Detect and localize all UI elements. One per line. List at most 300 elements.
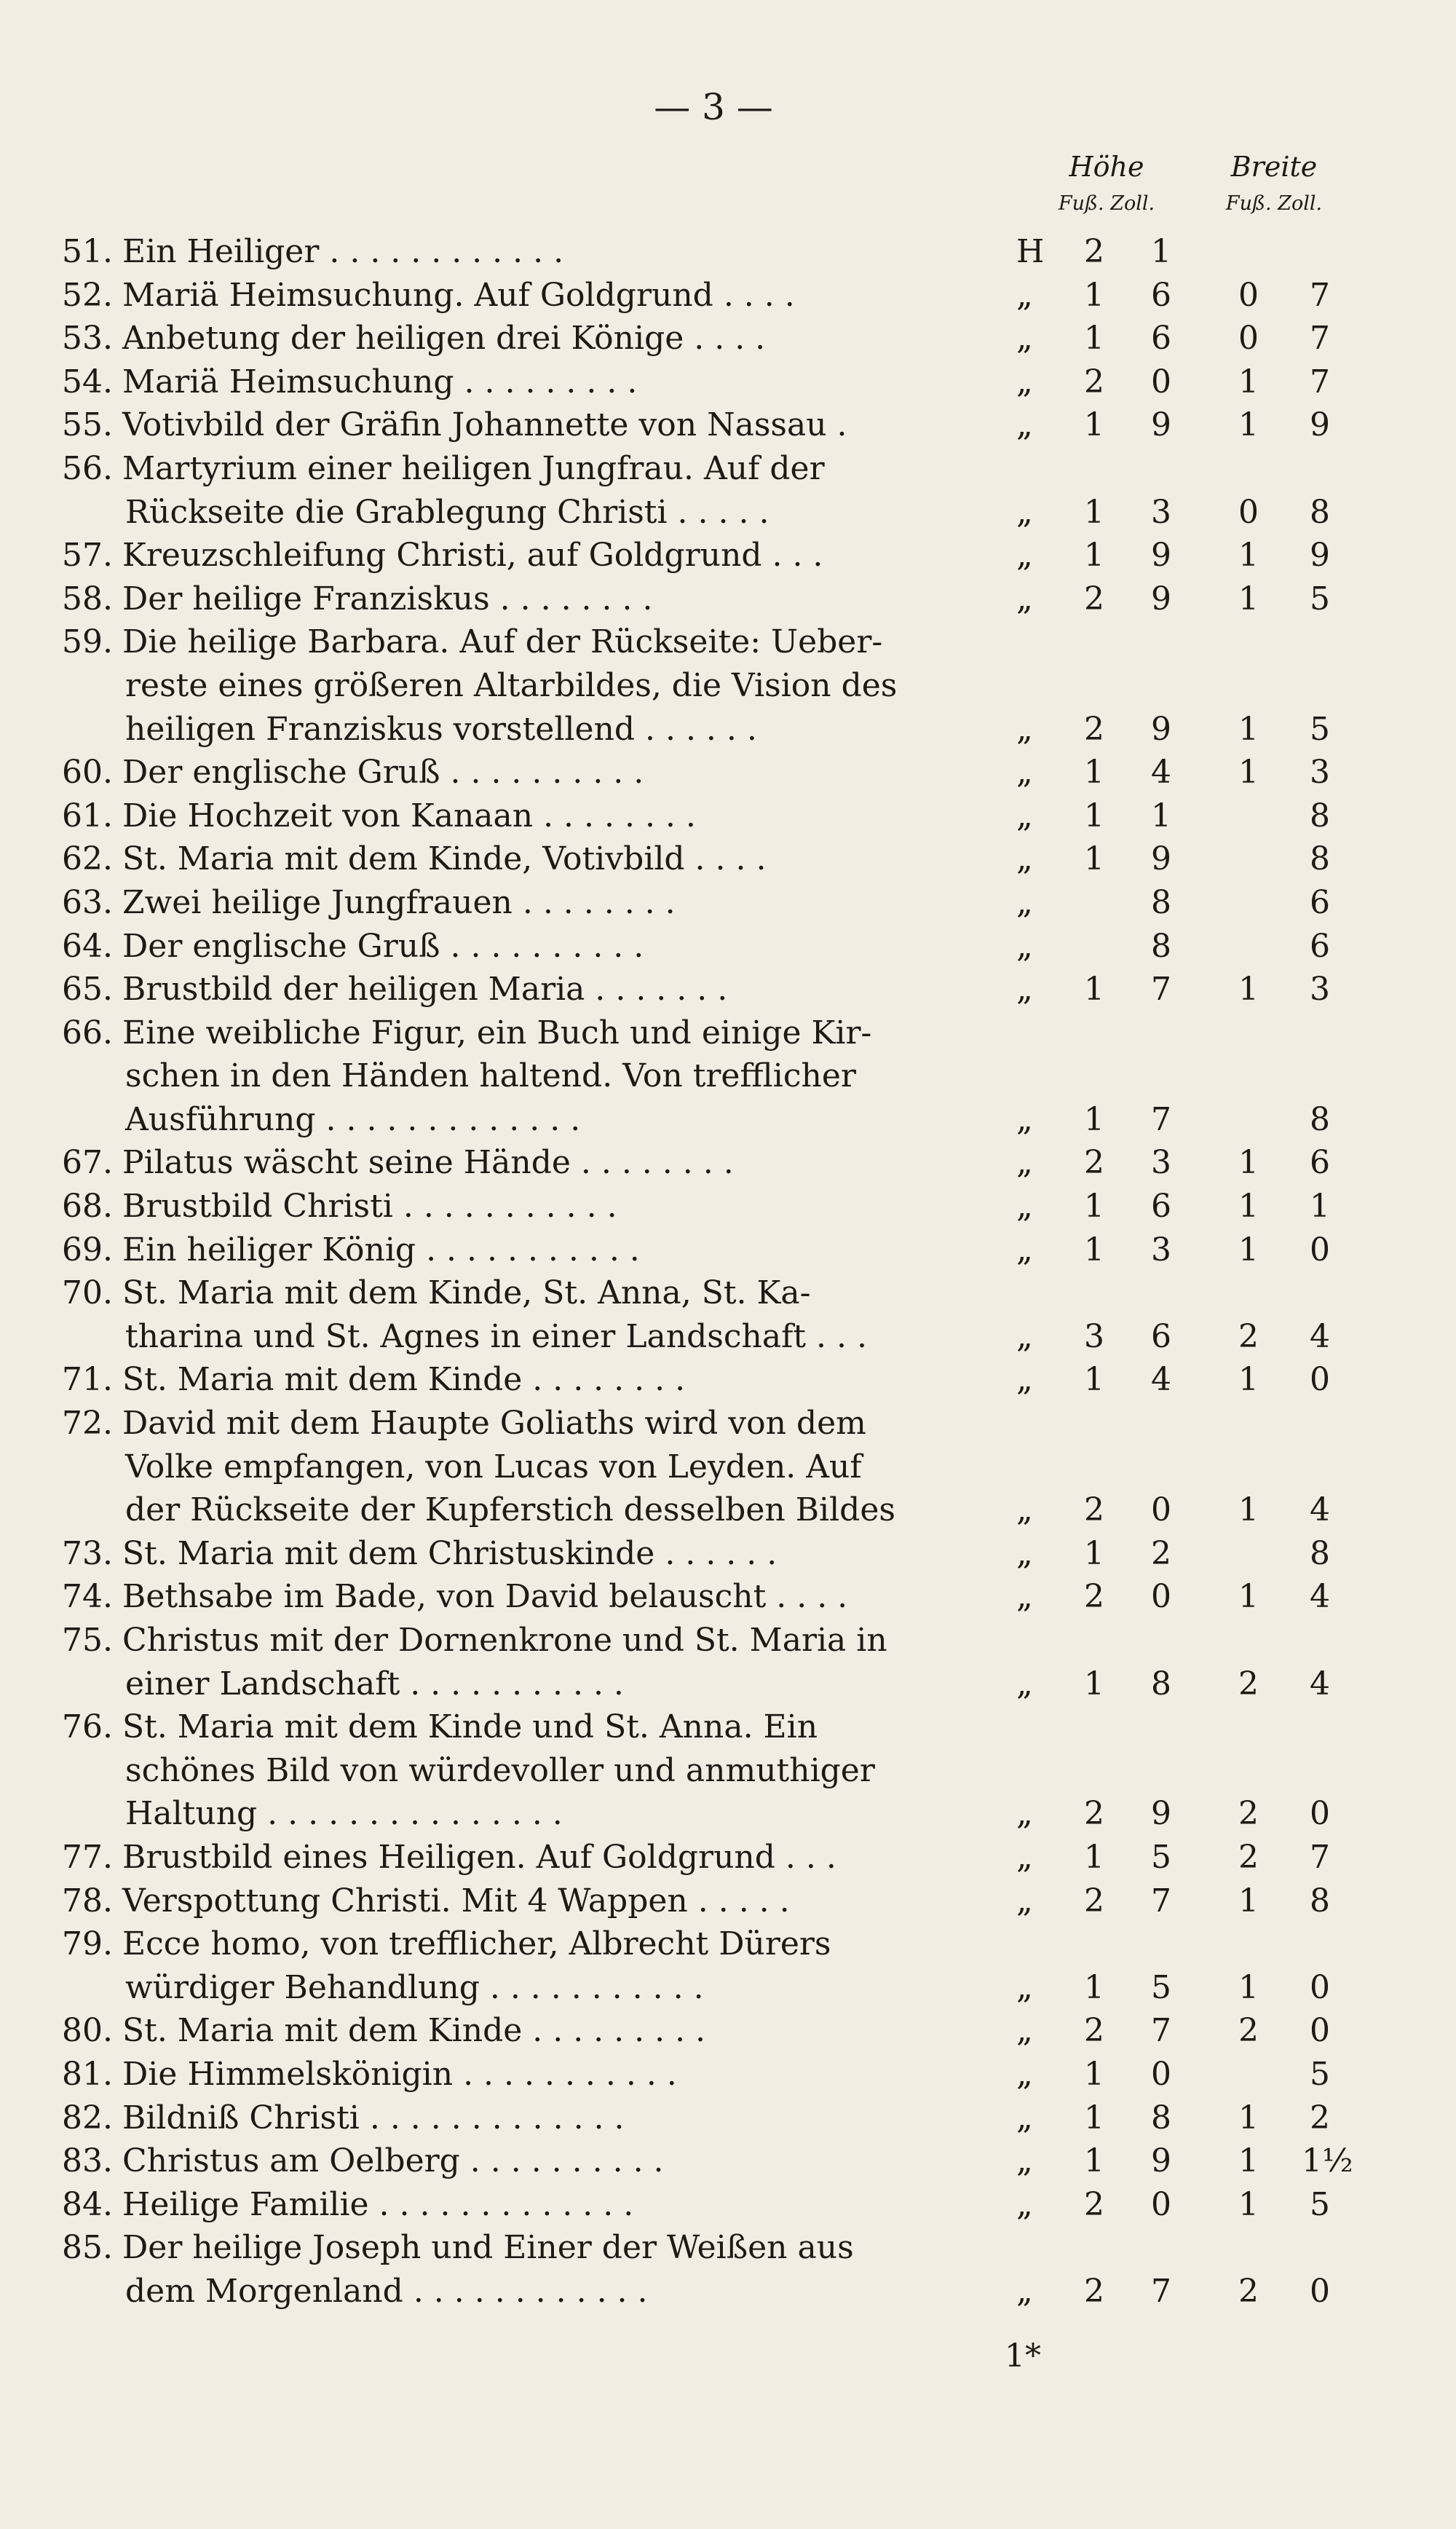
height-feet: 1 xyxy=(1084,1665,1104,1703)
width-feet: 2 xyxy=(1238,2272,1259,2310)
height-inches: 4 xyxy=(1151,1361,1171,1399)
entry-title-line: Anbetung der heiligen drei Könige . . . . xyxy=(122,320,766,358)
entry-title-line: Pilatus wäscht seine Hände . . . . . . . . xyxy=(122,1144,734,1182)
catalog-entry xyxy=(0,2009,1456,2053)
height-inches: 3 xyxy=(1151,493,1171,531)
signature-mark: 1* xyxy=(1005,2337,1041,2375)
height-inches: 9 xyxy=(1151,580,1171,618)
entry-title-line: Ausführung . . . . . . . . . . . . . xyxy=(125,1100,581,1138)
width-inches: 0 xyxy=(1310,2012,1330,2050)
catalog-entry xyxy=(0,794,1456,838)
height-feet: 2 xyxy=(1084,1491,1104,1529)
height-feet: 1 xyxy=(1084,1231,1104,1269)
entry-number: 79. xyxy=(62,1925,113,1963)
width-feet: 1 xyxy=(1238,1491,1259,1529)
height-inches: 2 xyxy=(1151,1534,1171,1572)
catalog-entry xyxy=(0,1575,1456,1619)
entry-title-line: Brustbild eines Heiligen. Auf Goldgrund . . . xyxy=(122,1838,836,1876)
entry-title-line: Die Hochzeit von Kanaan . . . . . . . . xyxy=(122,797,696,835)
ditto-mark: „ xyxy=(1016,883,1033,921)
width-inches: 0 xyxy=(1310,1231,1330,1269)
width-feet: 1 xyxy=(1238,2099,1259,2137)
entry-title-line: einer Landschaft . . . . . . . . . . . xyxy=(125,1665,624,1703)
entry-number: 85. xyxy=(62,2229,113,2267)
entry-number: 72. xyxy=(62,1405,113,1443)
entry-number: 71. xyxy=(62,1361,113,1399)
entry-title-line: Martyrium einer heiligen Jungfrau. Auf der xyxy=(122,449,825,487)
entry-title-line: Ein heiliger König . . . . . . . . . . . xyxy=(122,1231,640,1269)
page-number: — 3 — xyxy=(654,86,773,128)
catalog-entry xyxy=(0,2226,1456,2270)
catalog-entry xyxy=(0,751,1456,794)
ditto-mark: „ xyxy=(1016,797,1033,835)
entry-number: 68. xyxy=(62,1188,113,1226)
ditto-mark: „ xyxy=(1016,1795,1033,1833)
catalog-entry xyxy=(0,2183,1456,2227)
catalog-entry-continuation xyxy=(0,1098,1456,1142)
catalog-entry xyxy=(0,1705,1456,1749)
width-feet: 1 xyxy=(1238,580,1259,618)
width-feet: 1 xyxy=(1238,2185,1259,2223)
height-inches: 9 xyxy=(1151,406,1171,444)
ditto-mark: „ xyxy=(1016,1317,1033,1355)
catalog-entry xyxy=(0,1402,1456,1445)
catalog-entry xyxy=(0,317,1456,360)
entry-number: 70. xyxy=(62,1274,113,1312)
entry-title-line: Christus am Oelberg . . . . . . . . . . xyxy=(122,2142,664,2180)
height-inches: 7 xyxy=(1151,1882,1171,1920)
entry-title-line: Haltung . . . . . . . . . . . . . . . xyxy=(125,1795,563,1833)
width-inches: 5 xyxy=(1310,2185,1330,2223)
width-inches: 0 xyxy=(1310,2272,1330,2310)
ditto-mark: „ xyxy=(1016,840,1033,878)
height-inches: 8 xyxy=(1151,883,1171,921)
catalog-entries xyxy=(0,230,1456,2313)
entry-number: 60. xyxy=(62,754,113,792)
entry-title-line: Verspottung Christi. Mit 4 Wappen . . . . . xyxy=(122,1882,790,1920)
ditto-mark: „ xyxy=(1016,1144,1033,1182)
entry-number: 77. xyxy=(62,1838,113,1876)
width-inches: 8 xyxy=(1310,840,1330,878)
height-feet: 2 xyxy=(1084,2272,1104,2310)
width-feet: 1 xyxy=(1238,1968,1259,2006)
width-inches: 2 xyxy=(1310,2099,1330,2137)
height-feet: 1 xyxy=(1084,406,1104,444)
ditto-mark: „ xyxy=(1016,276,1033,314)
height-inches: 0 xyxy=(1151,1491,1171,1529)
width-inches: 4 xyxy=(1310,1317,1330,1355)
catalog-entry xyxy=(0,2096,1456,2140)
height-inches: 3 xyxy=(1151,1144,1171,1182)
entry-number: 58. xyxy=(62,580,113,618)
ditto-mark: „ xyxy=(1016,2012,1033,2050)
entry-title-line: heiligen Franziskus vorstellend . . . . . . xyxy=(125,710,757,748)
width-inches: 8 xyxy=(1310,1100,1330,1138)
width-feet: 1 xyxy=(1238,1882,1259,1920)
catalog-entry xyxy=(0,1619,1456,1662)
height-feet: 2 xyxy=(1084,1882,1104,1920)
column-header-hoehe-units: Fuß. Zoll. xyxy=(1058,192,1155,215)
width-inches: 4 xyxy=(1310,1665,1330,1703)
width-inches: 3 xyxy=(1310,754,1330,792)
entry-title-line: Volke empfangen, von Lucas von Leyden. Auf xyxy=(125,1448,862,1486)
width-inches: 0 xyxy=(1310,1795,1330,1833)
catalog-entry-continuation xyxy=(0,491,1456,534)
height-feet: 1 xyxy=(1084,840,1104,878)
ditto-mark: „ xyxy=(1016,1534,1033,1572)
entry-number: 51. xyxy=(62,233,113,270)
height-inches: 9 xyxy=(1151,840,1171,878)
height-inches: 9 xyxy=(1151,2142,1171,2180)
catalog-entry xyxy=(0,274,1456,317)
entry-title-line: Der englische Gruß . . . . . . . . . . xyxy=(122,927,644,965)
height-inches: 9 xyxy=(1151,537,1171,575)
height-inches: 5 xyxy=(1151,1838,1171,1876)
catalog-entry-continuation xyxy=(0,2270,1456,2313)
width-feet: 2 xyxy=(1238,1795,1259,1833)
ditto-mark: „ xyxy=(1016,320,1033,358)
width-inches: 5 xyxy=(1310,710,1330,748)
catalog-entry xyxy=(0,403,1456,447)
height-feet: 2 xyxy=(1084,233,1104,270)
height-feet: 1 xyxy=(1084,320,1104,358)
width-feet: 1 xyxy=(1238,2142,1259,2180)
catalog-entry xyxy=(0,2139,1456,2183)
entry-number: 56. xyxy=(62,449,113,487)
height-inches: 1 xyxy=(1151,233,1171,270)
entry-number: 78. xyxy=(62,1882,113,1920)
entry-title-line: St. Maria mit dem Kinde . . . . . . . . xyxy=(122,1361,686,1399)
height-feet: 1 xyxy=(1084,2099,1104,2137)
height-inches: 5 xyxy=(1151,1968,1171,2006)
width-inches: 6 xyxy=(1310,883,1330,921)
catalog-entry xyxy=(0,1922,1456,1966)
catalog-entry xyxy=(0,925,1456,968)
ditto-mark: „ xyxy=(1016,1491,1033,1529)
entry-title-line: David mit dem Haupte Goliaths wird von dem xyxy=(122,1405,866,1443)
height-feet: 2 xyxy=(1084,2012,1104,2050)
ditto-mark: „ xyxy=(1016,2099,1033,2137)
width-inches: 7 xyxy=(1310,320,1330,358)
width-feet: 2 xyxy=(1238,1317,1259,1355)
catalog-entry xyxy=(0,230,1456,274)
entry-number: 74. xyxy=(62,1578,113,1616)
catalog-entry xyxy=(0,1532,1456,1576)
entry-title-line: Die Himmelskönigin . . . . . . . . . . . xyxy=(122,2055,677,2093)
width-inches: 1 xyxy=(1310,1188,1330,1226)
ditto-mark: „ xyxy=(1016,406,1033,444)
height-inches: 7 xyxy=(1151,2272,1171,2310)
ditto-mark: „ xyxy=(1016,971,1033,1009)
catalog-entry xyxy=(0,1879,1456,1923)
height-inches: 3 xyxy=(1151,1231,1171,1269)
entry-title-line: Der englische Gruß . . . . . . . . . . xyxy=(122,754,644,792)
ditto-mark: „ xyxy=(1016,2055,1033,2093)
height-feet: 1 xyxy=(1084,1534,1104,1572)
entry-number: 55. xyxy=(62,406,113,444)
catalog-entry-continuation xyxy=(0,1749,1456,1793)
width-inches: 7 xyxy=(1310,1838,1330,1876)
width-inches: 6 xyxy=(1310,927,1330,965)
width-inches: 4 xyxy=(1310,1491,1330,1529)
entry-number: 52. xyxy=(62,276,113,314)
catalog-entry xyxy=(0,447,1456,491)
height-feet: 1 xyxy=(1084,754,1104,792)
entry-number: 73. xyxy=(62,1534,113,1572)
width-feet: 1 xyxy=(1238,710,1259,748)
width-feet: 1 xyxy=(1238,1144,1259,1182)
height-inches: 4 xyxy=(1151,754,1171,792)
height-feet: 1 xyxy=(1084,797,1104,835)
entry-title-line: Rückseite die Grablegung Christi . . . . . xyxy=(125,493,769,531)
entry-number: 80. xyxy=(62,2012,113,2050)
ditto-mark: „ xyxy=(1016,1882,1033,1920)
height-inches: 6 xyxy=(1151,1188,1171,1226)
entry-title-line: Ecce homo, von trefflicher, Albrecht Dürers xyxy=(122,1925,831,1963)
height-feet: 1 xyxy=(1084,2142,1104,2180)
width-feet: 1 xyxy=(1238,1188,1259,1226)
height-feet: 2 xyxy=(1084,1578,1104,1616)
entry-number: 54. xyxy=(62,363,113,401)
ditto-mark: „ xyxy=(1016,1665,1033,1703)
height-inches: 0 xyxy=(1151,363,1171,401)
width-feet: 1 xyxy=(1238,971,1259,1009)
ditto-mark: „ xyxy=(1016,580,1033,618)
catalog-entry xyxy=(0,1185,1456,1228)
height-feet: 1 xyxy=(1084,1361,1104,1399)
width-inches: 8 xyxy=(1310,493,1330,531)
column-header-breite xyxy=(1201,153,1347,213)
ditto-mark: „ xyxy=(1016,1188,1033,1226)
width-inches: 0 xyxy=(1310,1361,1330,1399)
width-inches: 8 xyxy=(1310,1882,1330,1920)
column-header-hoehe-label: Höhe xyxy=(1069,151,1144,183)
width-inches: 0 xyxy=(1310,1968,1330,2006)
ditto-mark: „ xyxy=(1016,1838,1033,1876)
entry-number: 66. xyxy=(62,1014,113,1052)
entry-title-line: St. Maria mit dem Christuskinde . . . . . . xyxy=(122,1534,778,1572)
entry-title-line: Zwei heilige Jungfrauen . . . . . . . . xyxy=(122,883,676,921)
width-feet: 1 xyxy=(1238,1578,1259,1616)
width-feet: 2 xyxy=(1238,1838,1259,1876)
entry-title-line: tharina und St. Agnes in einer Landschaft . . . xyxy=(125,1317,867,1355)
entry-title-line: Christus mit der Dornenkrone und St. Maria in xyxy=(122,1622,887,1659)
catalog-entry xyxy=(0,620,1456,664)
height-inches: 6 xyxy=(1151,1317,1171,1355)
ditto-mark: „ xyxy=(1016,363,1033,401)
catalog-entry-continuation xyxy=(0,1488,1456,1532)
catalog-entry xyxy=(0,534,1456,577)
ditto-mark: „ xyxy=(1016,2142,1033,2180)
ditto-mark: „ xyxy=(1016,1361,1033,1399)
entry-number: 84. xyxy=(62,2185,113,2223)
catalog-entry xyxy=(0,1358,1456,1402)
entry-number: 75. xyxy=(62,1622,113,1659)
entry-title-line: schönes Bild von würdevoller und anmuthiger xyxy=(125,1751,875,1789)
catalog-entry-continuation xyxy=(0,1315,1456,1359)
catalog-entry-continuation xyxy=(0,664,1456,708)
ditto-mark: „ xyxy=(1016,2272,1033,2310)
width-feet: 1 xyxy=(1238,537,1259,575)
entry-title-line: St. Maria mit dem Kinde . . . . . . . . . xyxy=(122,2012,706,2050)
entry-number: 63. xyxy=(62,883,113,921)
catalog-entry xyxy=(0,1228,1456,1272)
height-feet: 2 xyxy=(1084,710,1104,748)
catalog-entry xyxy=(0,577,1456,621)
entry-number: 69. xyxy=(62,1231,113,1269)
width-inches: 6 xyxy=(1310,1144,1330,1182)
height-inches: 0 xyxy=(1151,2055,1171,2093)
width-feet: 1 xyxy=(1238,1231,1259,1269)
entry-title-line: Eine weibliche Figur, ein Buch und einige Kir- xyxy=(122,1014,872,1052)
entry-title-line: Brustbild der heiligen Maria . . . . . . . xyxy=(122,971,728,1009)
width-feet: 1 xyxy=(1238,363,1259,401)
entry-title-line: St. Maria mit dem Kinde, Votivbild . . . . xyxy=(122,840,767,878)
catalog-entry-continuation xyxy=(0,1966,1456,2010)
entry-title-line: Der heilige Franziskus . . . . . . . . xyxy=(122,580,653,618)
catalog-entry-continuation xyxy=(0,1445,1456,1489)
ditto-mark: „ xyxy=(1016,754,1033,792)
entry-number: 67. xyxy=(62,1144,113,1182)
ditto-mark: „ xyxy=(1016,1100,1033,1138)
width-feet: 2 xyxy=(1238,2012,1259,2050)
catalog-entry-continuation xyxy=(0,1054,1456,1098)
width-inches: 4 xyxy=(1310,1578,1330,1616)
catalog-entry xyxy=(0,1271,1456,1315)
height-inches: 9 xyxy=(1151,1795,1171,1833)
ditto-mark: „ xyxy=(1016,1231,1033,1269)
height-inches: 8 xyxy=(1151,1665,1171,1703)
entry-number: 53. xyxy=(62,320,113,358)
height-inches: 8 xyxy=(1151,927,1171,965)
width-feet: 0 xyxy=(1238,276,1259,314)
catalog-entry xyxy=(0,968,1456,1011)
catalog-entry-continuation xyxy=(0,1792,1456,1836)
entry-number: 83. xyxy=(62,2142,113,2180)
entry-title-line: dem Morgenland . . . . . . . . . . . . xyxy=(125,2272,648,2310)
ditto-mark: „ xyxy=(1016,927,1033,965)
height-feet: 1 xyxy=(1084,537,1104,575)
entry-title-line: reste eines größeren Altarbildes, die Vision des xyxy=(125,666,898,704)
catalog-entry-continuation xyxy=(0,708,1456,751)
column-header-breite-units: Fuß. Zoll. xyxy=(1225,192,1323,215)
ditto-mark: „ xyxy=(1016,2185,1033,2223)
width-feet: 1 xyxy=(1238,754,1259,792)
entry-title-line: St. Maria mit dem Kinde, St. Anna, St. Ka- xyxy=(122,1274,811,1312)
width-feet: 1 xyxy=(1238,1361,1259,1399)
ditto-mark: H xyxy=(1016,233,1045,270)
entry-title-line: Der heilige Joseph und Einer der Weißen aus xyxy=(122,2229,854,2267)
ditto-mark: „ xyxy=(1016,1578,1033,1616)
catalog-entry xyxy=(0,360,1456,404)
width-inches: 5 xyxy=(1310,580,1330,618)
height-feet: 3 xyxy=(1084,1317,1104,1355)
width-inches: 9 xyxy=(1310,537,1330,575)
height-inches: 7 xyxy=(1151,971,1171,1009)
height-feet: 1 xyxy=(1084,1968,1104,2006)
width-inches: 1½ xyxy=(1302,2142,1353,2180)
height-inches: 9 xyxy=(1151,710,1171,748)
entry-title-line: Bethsabe im Bade, von David belauscht . . . . xyxy=(122,1578,848,1616)
height-feet: 1 xyxy=(1084,971,1104,1009)
entry-number: 82. xyxy=(62,2099,113,2137)
entry-title-line: Mariä Heimsuchung . . . . . . . . . xyxy=(122,363,638,401)
height-inches: 8 xyxy=(1151,2099,1171,2137)
entry-title-line: Mariä Heimsuchung. Auf Goldgrund . . . . xyxy=(122,276,795,314)
width-inches: 5 xyxy=(1310,2055,1330,2093)
width-inches: 7 xyxy=(1310,276,1330,314)
height-inches: 6 xyxy=(1151,276,1171,314)
width-inches: 8 xyxy=(1310,1534,1330,1572)
height-feet: 1 xyxy=(1084,493,1104,531)
height-inches: 7 xyxy=(1151,2012,1171,2050)
entry-title-line: der Rückseite der Kupferstich desselben Bildes xyxy=(125,1491,895,1529)
ditto-mark: „ xyxy=(1016,493,1033,531)
entry-number: 65. xyxy=(62,971,113,1009)
entry-title-line: Kreuzschleifung Christi, auf Goldgrund . . . xyxy=(122,537,823,575)
catalog-entry xyxy=(0,2053,1456,2096)
height-inches: 7 xyxy=(1151,1100,1171,1138)
width-inches: 3 xyxy=(1310,971,1330,1009)
width-feet: 2 xyxy=(1238,1665,1259,1703)
height-feet: 2 xyxy=(1084,1795,1104,1833)
height-feet: 1 xyxy=(1084,1838,1104,1876)
ditto-mark: „ xyxy=(1016,1968,1033,2006)
height-feet: 2 xyxy=(1084,1144,1104,1182)
entry-number: 81. xyxy=(62,2055,113,2093)
catalog-entry xyxy=(0,837,1456,881)
entry-title-line: Heilige Familie . . . . . . . . . . . . . xyxy=(122,2185,634,2223)
catalog-entry xyxy=(0,1141,1456,1185)
entry-title-line: Bildniß Christi . . . . . . . . . . . . . xyxy=(122,2099,625,2137)
entry-title-line: Brustbild Christi . . . . . . . . . . . xyxy=(122,1188,617,1226)
width-feet: 0 xyxy=(1238,493,1259,531)
column-header-breite-label: Breite xyxy=(1230,151,1318,183)
catalog-entry xyxy=(0,881,1456,925)
height-feet: 1 xyxy=(1084,1188,1104,1226)
entry-number: 57. xyxy=(62,537,113,575)
entry-number: 62. xyxy=(62,840,113,878)
height-feet: 2 xyxy=(1084,580,1104,618)
width-inches: 8 xyxy=(1310,797,1330,835)
catalog-entry xyxy=(0,1836,1456,1879)
ditto-mark: „ xyxy=(1016,710,1033,748)
height-feet: 1 xyxy=(1084,2055,1104,2093)
entry-title-line: schen in den Händen haltend. Von trefflicher xyxy=(125,1057,856,1095)
catalog-entry-continuation xyxy=(0,1662,1456,1706)
entry-title-line: Die heilige Barbara. Auf der Rückseite: Ueber- xyxy=(122,623,883,661)
width-inches: 7 xyxy=(1310,363,1330,401)
entry-number: 61. xyxy=(62,797,113,835)
entry-title-line: würdiger Behandlung . . . . . . . . . . . xyxy=(125,1968,704,2006)
width-feet: 1 xyxy=(1238,406,1259,444)
height-inches: 0 xyxy=(1151,1578,1171,1616)
height-feet: 1 xyxy=(1084,1100,1104,1138)
entry-number: 59. xyxy=(62,623,113,661)
height-inches: 0 xyxy=(1151,2185,1171,2223)
width-feet: 0 xyxy=(1238,320,1259,358)
catalog-entry xyxy=(0,1011,1456,1055)
ditto-mark: „ xyxy=(1016,537,1033,575)
column-header-hoehe xyxy=(1019,153,1194,213)
height-inches: 1 xyxy=(1151,797,1171,835)
entry-title-line: St. Maria mit dem Kinde und St. Anna. Ein xyxy=(122,1708,818,1746)
height-feet: 2 xyxy=(1084,2185,1104,2223)
height-inches: 6 xyxy=(1151,320,1171,358)
entry-number: 76. xyxy=(62,1708,113,1746)
entry-title-line: Votivbild der Gräfin Johannette von Nassau . xyxy=(122,406,847,444)
entry-number: 64. xyxy=(62,927,113,965)
